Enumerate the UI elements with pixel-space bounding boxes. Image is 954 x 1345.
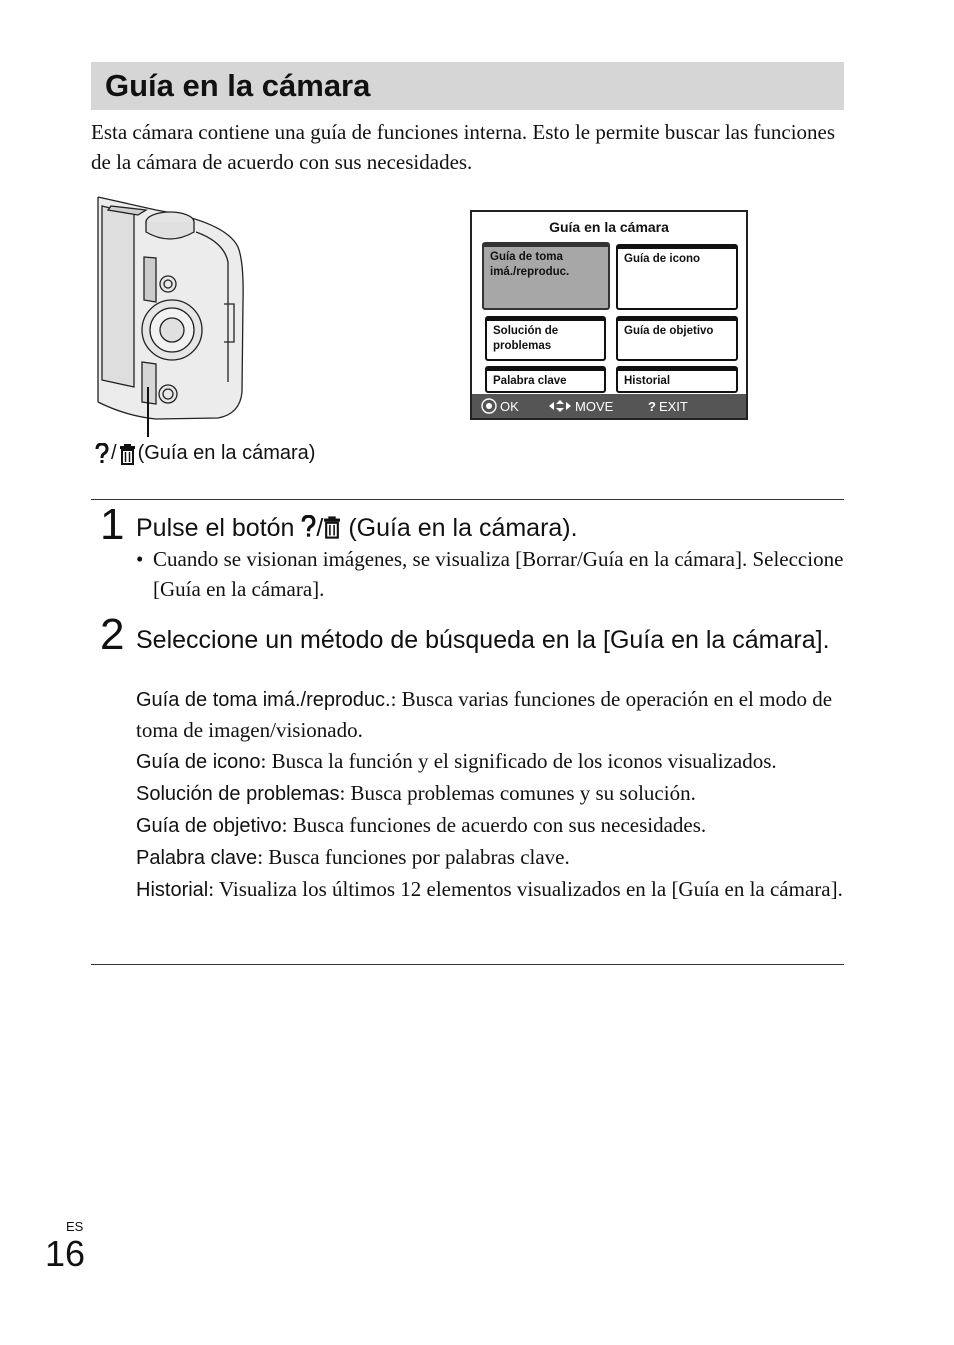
definition-item: Guía de icono: Busca la función y el significado de los iconos visualizados.: [136, 749, 777, 773]
step-number: 2: [100, 610, 125, 659]
step-1-title: Pulse el botón / (Guía en la cámara).: [136, 514, 578, 542]
screen-title: Guía en la cámara: [549, 219, 669, 235]
screen-btn-icon-guide[interactable]: Guía de icono: [616, 244, 738, 310]
screen-move-label: MOVE: [575, 398, 614, 414]
definition-item: Guía de toma imá./reproduc.: Busca varias funciones de operación en el modo de toma de imagen/visionado.: [136, 687, 833, 742]
trash-icon: [119, 443, 136, 465]
screen-ok-label: OK: [500, 398, 519, 414]
definition-list: [136, 684, 846, 906]
section-header: [91, 62, 844, 110]
control-wheel-icon: [481, 398, 497, 414]
divider-bottom: [91, 964, 844, 965]
screen-btn-troubleshooting[interactable]: Solución de problemas: [485, 316, 606, 361]
screen-btn-shooting-guide[interactable]: Guía de toma imá./reproduc.: [482, 242, 610, 310]
page-number: 16: [45, 1233, 86, 1274]
divider-top: [91, 499, 844, 500]
definition-item: Palabra clave: Busca funciones por palabras clave.: [136, 845, 570, 869]
intro-paragraph: Esta cámara contiene una guía de funciones interna. Esto le permite buscar las funciones de la cámara de acuerdo con sus necesidades.: [91, 120, 836, 174]
trash-icon: [323, 515, 341, 539]
camera-illustration: [96, 192, 251, 442]
definition-item: Guía de objetivo: Busca funciones de acuerdo con sus necesidades.: [136, 813, 707, 837]
definition-item: Historial: Visualiza los últimos 12 elementos visualizados en la [Guía en la cámara].: [136, 877, 843, 901]
screen-btn-history[interactable]: Historial: [616, 366, 738, 393]
move-arrows-icon: [548, 399, 572, 413]
camera-guide-screen: [470, 210, 748, 420]
screen-btn-purpose-guide[interactable]: Guía de objetivo: [616, 316, 738, 361]
help-icon: [301, 515, 316, 539]
screen-btn-keyword[interactable]: Palabra clave: [485, 366, 606, 393]
step-1-note: • Cuando se visionan imágenes, se visualiza [Borrar/Guía en la cámara]. Seleccione [Guía en la cámara].: [136, 547, 844, 601]
step-number: 1: [100, 500, 125, 549]
section-title: Guía en la cámara: [105, 68, 371, 103]
screen-exit-label: EXIT: [658, 398, 688, 414]
step-2-title: Seleccione un método de búsqueda en la [Guía en la cámara].: [136, 626, 830, 654]
page-language: ES: [66, 1219, 84, 1234]
screen-bottom-bar: [472, 394, 746, 418]
camera-caption-text: (Guía en la cámara): [137, 442, 316, 464]
camera-caption: / (Guía en la cámara): [95, 442, 315, 465]
help-icon: ?: [648, 398, 656, 414]
definition-item: Solución de problemas: Busca problemas comunes y su solución.: [136, 781, 696, 805]
help-icon: [95, 443, 109, 465]
